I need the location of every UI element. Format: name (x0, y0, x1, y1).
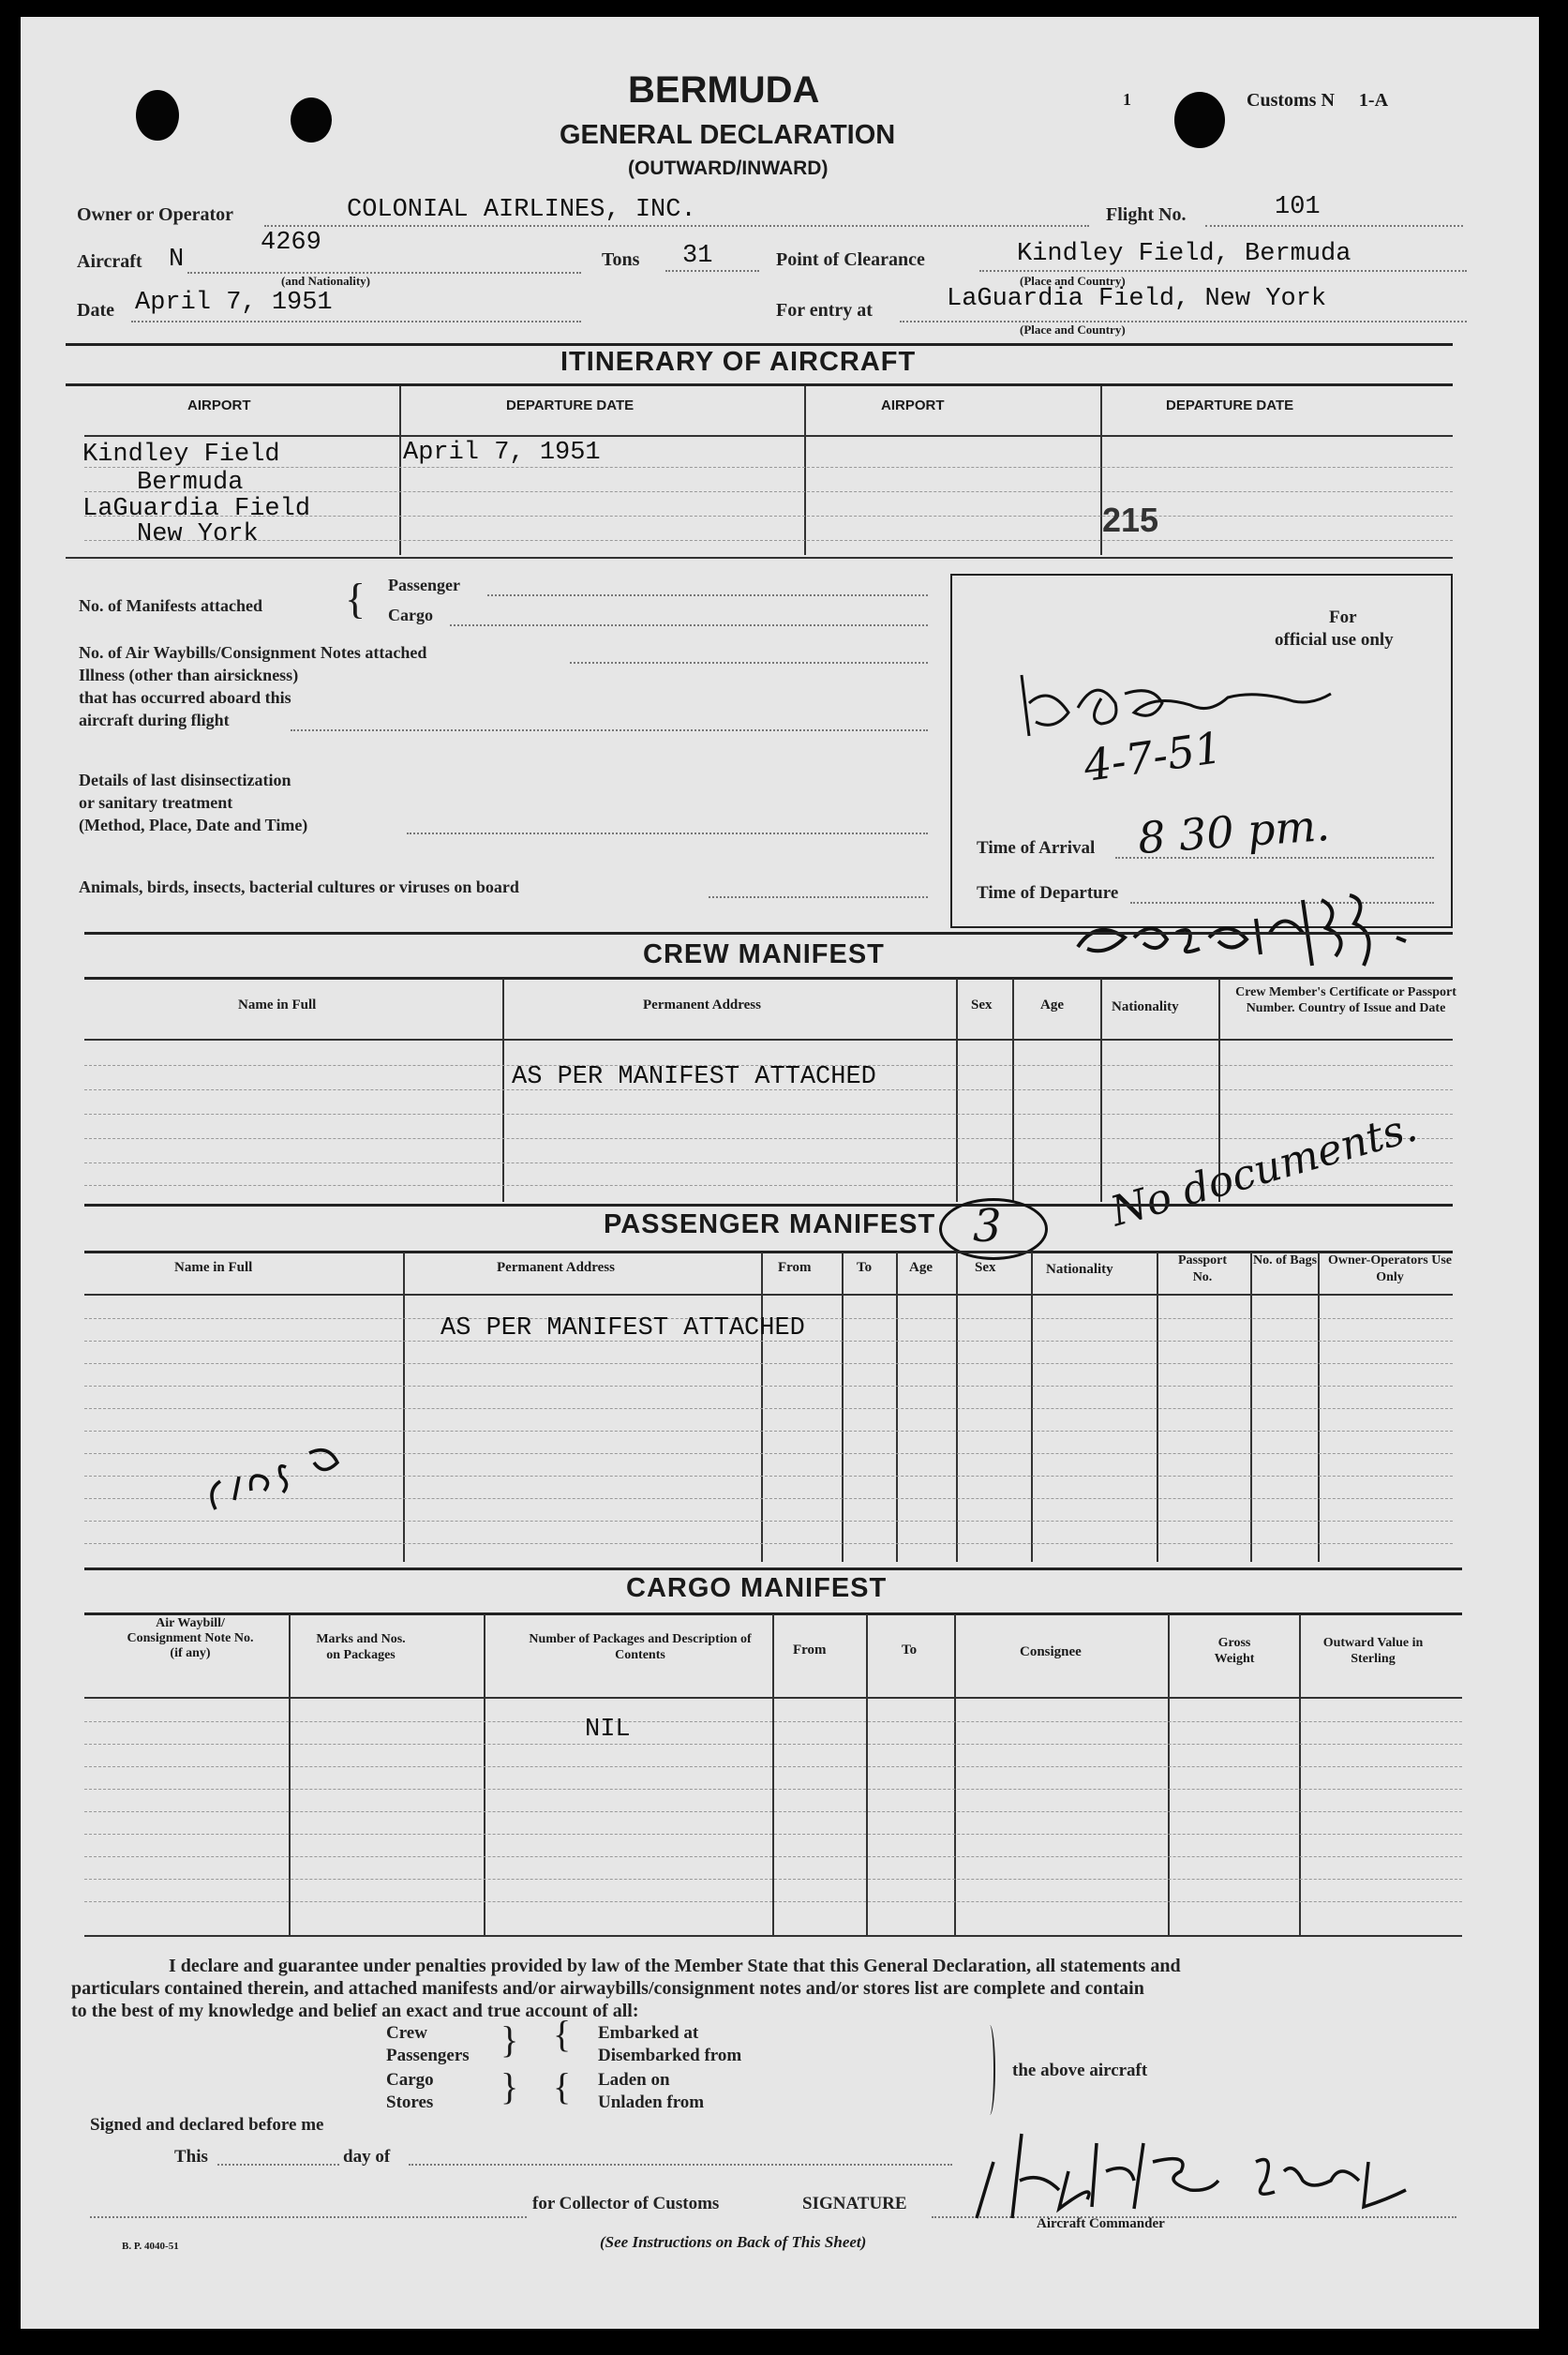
pax-col-from: From (778, 1260, 812, 1275)
crew-col-name: Name in Full (238, 998, 317, 1012)
decl-action-laden: Laden on (598, 2070, 670, 2090)
cargo-col-marks: Marks and Nos. on Packages (316, 1632, 406, 1662)
declaration-line-1: I declare and guarantee under penalties provided by law of the Member State that this General Declaration, all statements and (169, 1956, 1181, 1976)
itinerary-title: ITINERARY OF AIRCRAFT (560, 347, 917, 377)
pax-col-sex: Sex (975, 1260, 996, 1275)
declaration-line-2: particulars contained therein, and attached manifests and/or airwaybills/consignment notes and/or stores list are complete and contain (71, 1978, 1144, 1999)
flight-label: Flight No. (1106, 204, 1187, 225)
owner-label: Owner or Operator (77, 204, 234, 225)
form-subtitle: GENERAL DECLARATION (560, 120, 896, 150)
crew-col-age: Age (1040, 998, 1064, 1012)
itinerary-airport-1: Kindley Field (82, 441, 280, 469)
crew-col-sex: Sex (971, 998, 993, 1012)
disinsect-label-3: (Method, Place, Date and Time) (79, 816, 308, 834)
signed-declared-label: Signed and declared before me (90, 2115, 324, 2135)
cargo-col-packages: Number of Packages and Description of Contents (529, 1632, 752, 1662)
illness-label-1: Illness (other than airsickness) (79, 666, 299, 684)
declaration-line-3: to the best of my knowledge and belief an exact and true account of all: (71, 2001, 639, 2021)
decl-action-embarked: Embarked at (598, 2023, 699, 2043)
pax-col-address: Permanent Address (497, 1260, 615, 1275)
pax-col-nationality: Nationality (1046, 1262, 1113, 1277)
official-use-title-1: For (1329, 608, 1357, 627)
cargo-col-from: From (793, 1642, 827, 1658)
tons-value: 31 (682, 242, 713, 270)
cargo-title: CARGO MANIFEST (626, 1573, 888, 1603)
entry-note: (Place and Country) (1020, 322, 1126, 337)
clearance-label: Point of Clearance (776, 249, 925, 270)
itinerary-date-1: April 7, 1951 (403, 439, 601, 467)
passenger-title: PASSENGER MANIFEST (604, 1209, 936, 1239)
itinerary-col-airport-1: AIRPORT (187, 398, 251, 413)
crew-col-address: Permanent Address (643, 998, 761, 1012)
day-of-label: day of (343, 2147, 391, 2167)
pax-col-age: Age (909, 1260, 933, 1275)
collector-label: for Collector of Customs (532, 2194, 720, 2213)
form-code-suffix: 1-A (1358, 90, 1389, 111)
crew-col-certificate: Crew Member's Certificate or Passport Number. Country of Issue and Date (1235, 985, 1456, 1015)
animals-label: Animals, birds, insects, bacterial cultures or viruses on board (79, 878, 519, 896)
crew-handwritten-note: No documents. (1105, 1102, 1423, 1237)
date-value: April 7, 1951 (135, 289, 333, 317)
itinerary-airport-2: LaGuardia Field (82, 495, 311, 523)
crew-col-nationality: Nationality (1112, 999, 1179, 1014)
clearance-value: Kindley Field, Bermuda (1017, 240, 1351, 268)
corner-mark: 1 (1123, 90, 1131, 109)
disinsect-label-2: or sanitary treatment (79, 793, 233, 812)
cargo-col-consignee: Consignee (1020, 1644, 1082, 1659)
instructions-note: (See Instructions on Back of This Sheet) (600, 2233, 867, 2251)
cargo-col-value: Outward Value in Sterling (1322, 1636, 1424, 1666)
decl-item-cargo: Cargo (386, 2070, 434, 2090)
passenger-count: 3 (973, 1200, 1002, 1252)
pax-col-to: To (857, 1260, 873, 1275)
date-label: Date (77, 300, 114, 321)
form-code-prefix: Customs N (1247, 90, 1335, 111)
owner-value: COLONIAL AIRLINES, INC. (347, 196, 696, 224)
form-number: B. P. 4040-51 (122, 2241, 179, 2252)
illness-label-2: that has occurred aboard this (79, 688, 291, 707)
aircraft-label: Aircraft (77, 251, 142, 272)
itinerary-col-airport-2: AIRPORT (881, 398, 945, 413)
clearance-note: (Place and Country) (1020, 274, 1126, 288)
manifests-cargo: Cargo (388, 606, 433, 624)
official-handwritten-time: 8 30 pm. (1136, 799, 1332, 864)
cargo-entry: NIL (585, 1716, 631, 1744)
pax-col-owner-use: Owner-Operators Use Only (1327, 1253, 1453, 1284)
official-handwritten-date: 4-7-51 (1080, 721, 1226, 792)
itinerary-col-date-1: DEPARTURE DATE (506, 398, 635, 413)
decl-item-crew: Crew (386, 2023, 427, 2043)
signature-label: SIGNATURE (802, 2194, 907, 2213)
decl-action-unladen: Unladen from (598, 2092, 705, 2112)
cargo-col-weight: Gross Weight (1214, 1636, 1255, 1666)
commander-label: Aircraft Commander (1037, 2216, 1165, 2231)
itinerary-airport-2-country: New York (137, 520, 259, 548)
pax-col-bags: No. of Bags (1252, 1253, 1318, 1268)
entry-value: LaGuardia Field, New York (947, 285, 1327, 313)
official-use-title-2: official use only (1275, 630, 1394, 650)
illness-label-3: aircraft during flight (79, 711, 230, 729)
decl-item-passengers: Passengers (386, 2046, 470, 2065)
disinsect-label-1: Details of last disinsectization (79, 771, 291, 789)
cargo-col-waybill: Air Waybill/ Consignment Note No. (if any) (127, 1616, 254, 1660)
aircraft-prefix: N (169, 246, 185, 274)
punch-hole-left (136, 90, 179, 141)
commander-signature (965, 2124, 1453, 2228)
decl-tail: the above aircraft (1012, 2061, 1148, 2080)
aircraft-note: (and Nationality) (281, 274, 370, 288)
entry-label: For entry at (776, 300, 873, 321)
tons-label: Tons (602, 249, 640, 270)
cargo-col-to: To (902, 1642, 918, 1658)
decl-action-disembarked: Disembarked from (598, 2046, 742, 2065)
time-of-arrival-label: Time of Arrival (977, 838, 1096, 858)
manifests-passenger: Passenger (388, 576, 460, 594)
pax-col-name: Name in Full (174, 1260, 253, 1275)
time-of-departure-label: Time of Departure (977, 883, 1119, 903)
itinerary-col-date-2: DEPARTURE DATE (1166, 398, 1294, 413)
this-label: This (174, 2147, 208, 2167)
flight-value: 101 (1275, 193, 1321, 221)
manifests-label: No. of Manifests attached (79, 596, 262, 615)
itinerary-airport-1-country: Bermuda (137, 469, 244, 497)
passenger-entry: AS PER MANIFEST ATTACHED (441, 1314, 805, 1342)
waybills-label: No. of Air Waybills/Consignment Notes attached (79, 643, 427, 662)
decl-item-stores: Stores (386, 2092, 434, 2112)
punch-hole-right (1174, 92, 1225, 148)
form-code (1247, 90, 1388, 112)
punch-hole-center (291, 98, 332, 142)
crew-entry: AS PER MANIFEST ATTACHED (512, 1063, 876, 1091)
passenger-margin-scribble (197, 1425, 356, 1519)
pax-col-passport: Passport No. (1177, 1253, 1228, 1284)
itinerary-stamp-number: 215 (1102, 501, 1159, 539)
form-subtitle-direction: (OUTWARD/INWARD) (628, 158, 829, 179)
form-title: BERMUDA (628, 69, 820, 111)
aircraft-value: 4269 (261, 229, 321, 257)
crew-title: CREW MANIFEST (643, 939, 885, 969)
